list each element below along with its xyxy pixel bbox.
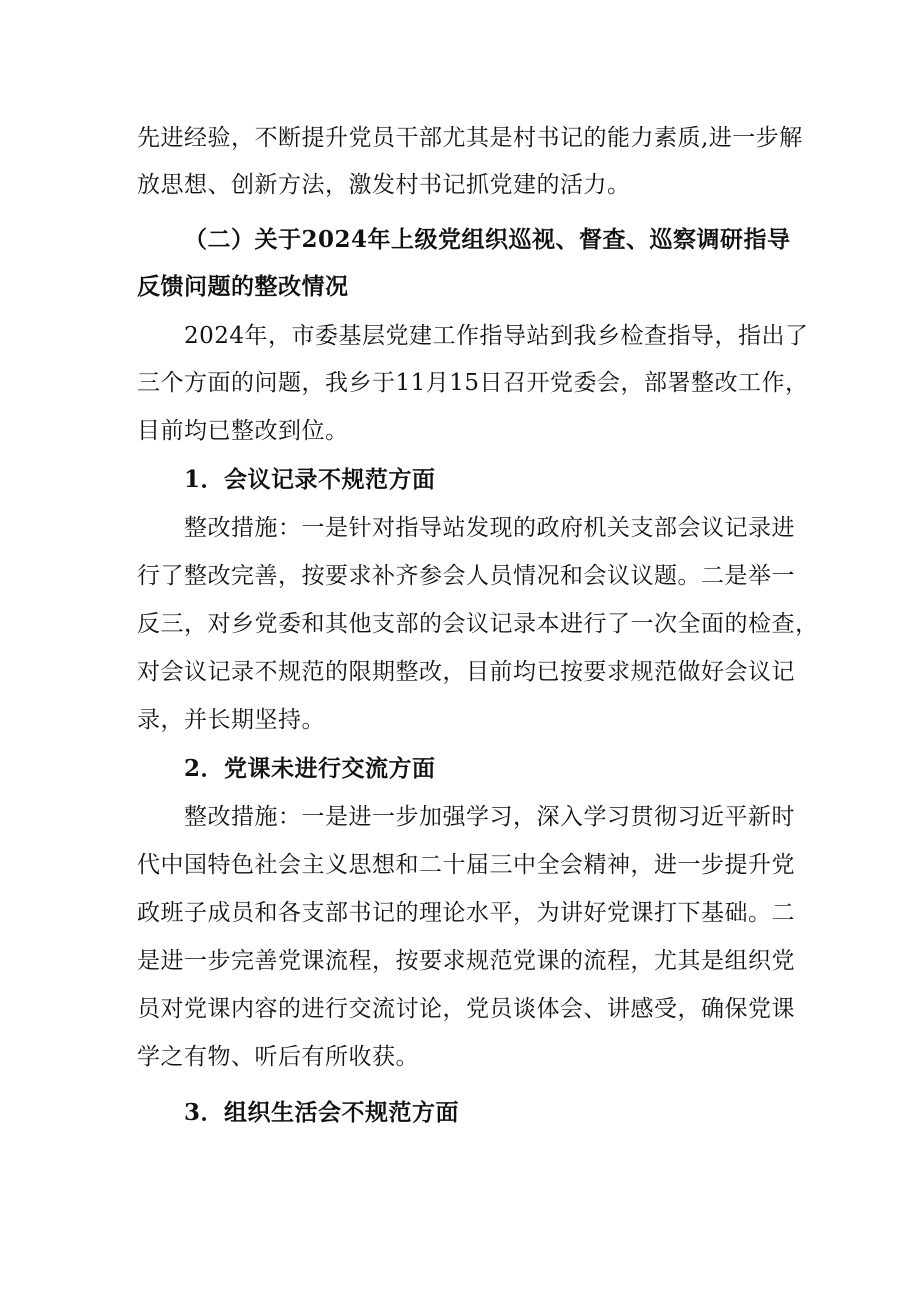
subsection-heading: 3．组织生活会不规范方面 (184, 1099, 460, 1126)
body-text-line: 目前均已整改到位。 (137, 418, 349, 444)
body-text-line: 整改措施：一是针对指导站发现的政府机关支部会议记录进 (184, 515, 795, 541)
body-text-line: 录，并长期坚持。 (137, 707, 325, 733)
body-text-line: 整改措施：一是进一步加强学习，深入学习贯彻习近平新时 (184, 804, 795, 830)
body-text-line: 2024年，市委基层党建工作指导站到我乡检查指导，指出了 (184, 323, 809, 349)
body-text-line: 学之有物、听后有所收获。 (137, 1044, 419, 1070)
body-text-line: 政班子成员和各支部书记的理论水平，为讲好党课打下基础。二 (137, 900, 795, 926)
body-text-line: 代中国特色社会主义思想和二十届三中全会精神，进一步提升党 (137, 852, 795, 878)
section-heading: 反馈问题的整改情况 (137, 273, 349, 300)
body-text-line: 反三，对乡党委和其他支部的会议记录本进行了一次全面的检查， (137, 611, 819, 637)
section-heading: （二）关于2024年上级党组织巡视、督查、巡察调研指导 (184, 226, 791, 253)
body-text-line: 先进经验，不断提升党员干部尤其是村书记的能力素质,进一步解 (137, 125, 803, 151)
body-text-line: 三个方面的问题，我乡于11月15日召开党委会，部署整改工作， (137, 370, 809, 396)
subsection-heading: 2．党课未进行交流方面 (184, 755, 436, 782)
body-text-line: 行了整改完善，按要求补齐参会人员情况和会议议题。二是举一 (137, 563, 795, 589)
body-text-line: 对会议记录不规范的限期整改，目前均已按要求规范做好会议记 (137, 659, 795, 685)
body-text-line: 是进一步完善党课流程，按要求规范党课的流程，尤其是组织党 (137, 948, 795, 974)
body-text-line: 放思想、创新方法，激发村书记抓党建的活力。 (137, 172, 631, 198)
subsection-heading: 1．会议记录不规范方面 (184, 466, 436, 493)
body-text-line: 员对党课内容的进行交流讨论，党员谈体会、讲感受，确保党课 (137, 996, 795, 1022)
